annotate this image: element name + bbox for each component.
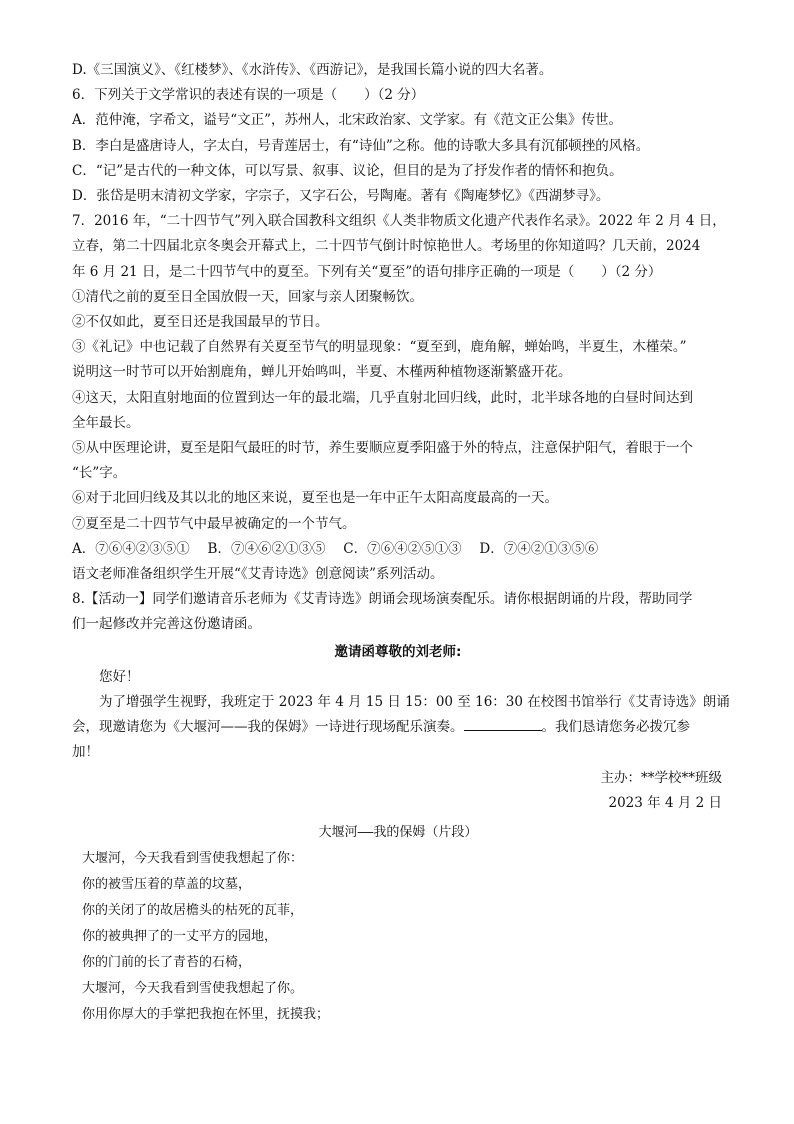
poem-line: 大堰河，今天我看到雪使我想起了你：	[82, 851, 304, 867]
poem-line: 大堰河，今天我看到雪使我想起了你。	[82, 981, 304, 997]
invitation-host: 主办：**学校**班级	[600, 769, 722, 786]
invitation-body-2a: 会，现邀请您为《大堰河——我的保姆》一诗进行现场配乐演奏。	[72, 719, 464, 736]
invitation-body-2b: 。我们恳请您务必拨冗参	[541, 719, 690, 736]
invitation-title: 邀请函尊敬的刘老师:	[334, 643, 462, 660]
option-d-line: D.《三国演义》、《红楼梦》、《水浒传》、《西游记》，是我国长篇小说的四大名著。	[72, 62, 553, 78]
poem-title: 大堰河——我的保姆（片段）	[318, 825, 478, 841]
sentence-5: ⑤从中医理论讲，夏至是阳气最旺的时节，养生要顺应夏季阳盛于外的特点，注意保护阳气，着眼于一个	[72, 440, 693, 457]
sentence-6: ⑥对于北回归线及其以北的地区来说，夏至也是一年中正午太阳高度最高的一天。	[72, 490, 558, 507]
activity-intro: 语文老师准备组织学生开展“《艾青诗选》创意阅读”系列活动。	[72, 566, 444, 583]
fill-in-blank[interactable]	[464, 716, 542, 731]
sentence-3-cont: 说明这一时节可以开始割鹿角，蝉儿开始鸣叫，半夏、木槿两种植物逐渐繁盛开花。	[72, 364, 572, 381]
sentence-7: ⑦夏至是二十四节气中最早被确定的一个节气。	[72, 515, 356, 532]
question-7-line-1: 7．2016 年，“二十四节气”列入联合国教科文组织《人类非物质文化遗产代表作名录》。2022 年 2 月 4 日，	[72, 213, 726, 230]
question-7-line-3: 年 6 月 21 日，是二十四节气中的夏至。下列有关“夏至”的语句排序正确的一项是（ ）（2 分）	[72, 263, 662, 280]
q6-option-c: C．“记”是古代的一种文体，可以写景、叙事、议论，但目的是为了抒发作者的情怀和抱负。	[72, 162, 623, 179]
sentence-5-cont: “长”字。	[72, 465, 127, 482]
question-8-line-2: 们一起修改并完善这份邀请函。	[72, 616, 261, 633]
question-8-line-1: 8.【活动一】同学们邀请音乐老师为《艾青诗选》朗诵会现场演奏配乐。请你根据朗诵的片段，帮助同学	[72, 591, 693, 608]
poem-line: 你的被典押了的一丈平方的园地，	[82, 929, 278, 945]
q7-options: A．⑦⑥④②③⑤① B．⑦④⑥②①③⑤ C．⑦⑥④②⑤①③ D．⑦④②①③⑤⑥	[72, 540, 599, 557]
invitation-greeting: 您好！	[99, 668, 140, 685]
question-6: 6．下列关于文学常识的表述有误的一项是（ ）（2 分）	[72, 87, 425, 104]
poem-line: 你用你厚大的手掌把我抱在怀里，抚摸我；	[82, 1007, 330, 1023]
invitation-date: 2023 年 4 月 2 日	[608, 794, 722, 811]
invitation-body-3: 加！	[72, 744, 99, 761]
sentence-1: ①清代之前的夏至日全国放假一天，回家与亲人团聚畅饮。	[72, 288, 423, 305]
poem-line: 你的门前的长了青苔的石椅，	[82, 955, 252, 971]
q6-option-b: B．李白是盛唐诗人，字太白，号青莲居士，有“诗仙”之称。他的诗歌大多具有沉郁顿挫的风格。	[72, 137, 650, 154]
exam-page	[72, 58, 730, 1028]
invitation-body-1: 为了增强学生视野，我班定于 2023 年 4 月 15 日 15：00 至 16：30 在校图书馆举行《艾青诗选》朗诵	[99, 694, 730, 711]
sentence-4-cont: 全年最长。	[72, 414, 140, 431]
poem-line: 你的被雪压着的草盖的坟墓，	[82, 877, 252, 893]
sentence-3: ③《礼记》中也记载了自然界有关夏至节气的明显现象：“夏至到，鹿角解，蝉始鸣，半夏生，木槿荣。”	[72, 339, 687, 356]
sentence-2: ②不仅如此，夏至日还是我国最早的节日。	[72, 314, 329, 331]
poem-line: 你的关闭了的故居檐头的枯死的瓦菲，	[82, 903, 304, 919]
question-7-line-2: 立春，第二十四届北京冬奥会开幕式上，二十四节气倒计时惊艳世人。考场里的你知道吗？几天前，2024	[72, 238, 701, 255]
invitation-body-2	[72, 715, 724, 740]
sentence-4: ④这天，太阳直射地面的位置到达一年的最北端，几乎直射北回归线，此时，北半球各地的白昼时间达到	[72, 389, 693, 406]
q6-option-d: D．张岱是明末清初文学家，字宗子，又字石公，号陶庵。著有《陶庵梦忆》《西湖梦寻》。	[72, 188, 610, 205]
q6-option-a: A．范仲淹，字希文，谥号“文正”，苏州人，北宋政治家、文学家。有《范文正公集》传世。	[72, 112, 623, 129]
